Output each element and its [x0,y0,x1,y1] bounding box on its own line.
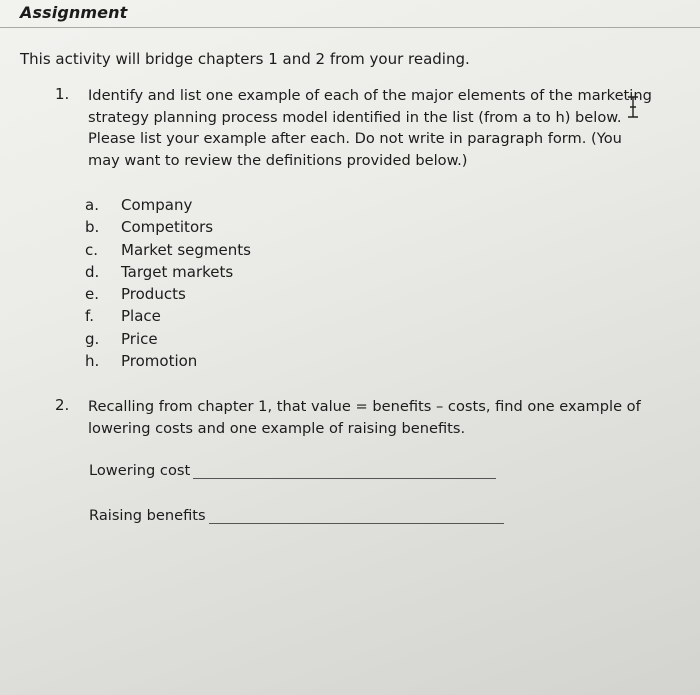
list-item-letter: e. [85,285,99,304]
question-1-text [88,85,678,171]
list-item-letter: f. [85,307,94,326]
list-item [85,305,251,327]
question-1-number: 1. [55,85,70,103]
question-2-text [88,396,658,439]
page-heading: Assignment [20,3,128,22]
list-item-label: Place [121,307,161,326]
list-item-letter: b. [85,218,100,237]
question-1-line: Identify and list one example of each of the major elements of the marketing [88,87,652,104]
list-item-label: Competitors [121,218,214,237]
list-item-label: Target markets [121,262,234,281]
question-1-line: strategy planning process model identified in the list (from a to h) below. [88,108,622,126]
list-item-label: Market segments [121,240,251,259]
list-item [85,194,251,216]
list-item [85,216,251,238]
heading-divider [0,27,700,28]
question-2-line: lowering costs and one example of raising benefits. [88,419,466,437]
intro-text: This activity will bridge chapters 1 and 2 from your reading. [20,50,470,68]
list-item-label: Promotion [121,352,198,371]
lowering-cost-answer [89,462,496,479]
list-item [85,239,251,261]
raising-benefits-blank[interactable] [209,509,504,524]
raising-benefits-answer [89,507,504,524]
list-item-label: Company [121,196,193,214]
lowering-cost-label: Lowering cost [89,462,191,479]
list-item [85,283,251,305]
list-item-letter: c. [85,240,99,259]
list-item-label: Products [121,285,186,304]
list-item [85,328,251,350]
question-2-number: 2. [55,396,70,414]
list-item-letter: a. [85,196,99,214]
raising-benefits-label: Raising benefits [89,507,206,524]
list-item-label: Price [121,329,158,348]
list-item [85,350,251,372]
question-1-line: may want to review the definitions provided below.) [88,151,468,169]
list-item-letter: d. [85,262,100,281]
question-1-line: Please list your example after each. Do not write in paragraph form. (You [88,130,622,147]
list-item-letter: h. [85,352,100,371]
list-item-letter: g. [85,329,100,348]
question-2-line: Recalling from chapter 1, that value = benefits – costs, find one example of [88,398,641,415]
lowering-cost-blank[interactable] [193,464,496,479]
text-cursor-icon [626,96,640,118]
marketing-elements-list [85,194,251,372]
list-item [85,261,251,283]
